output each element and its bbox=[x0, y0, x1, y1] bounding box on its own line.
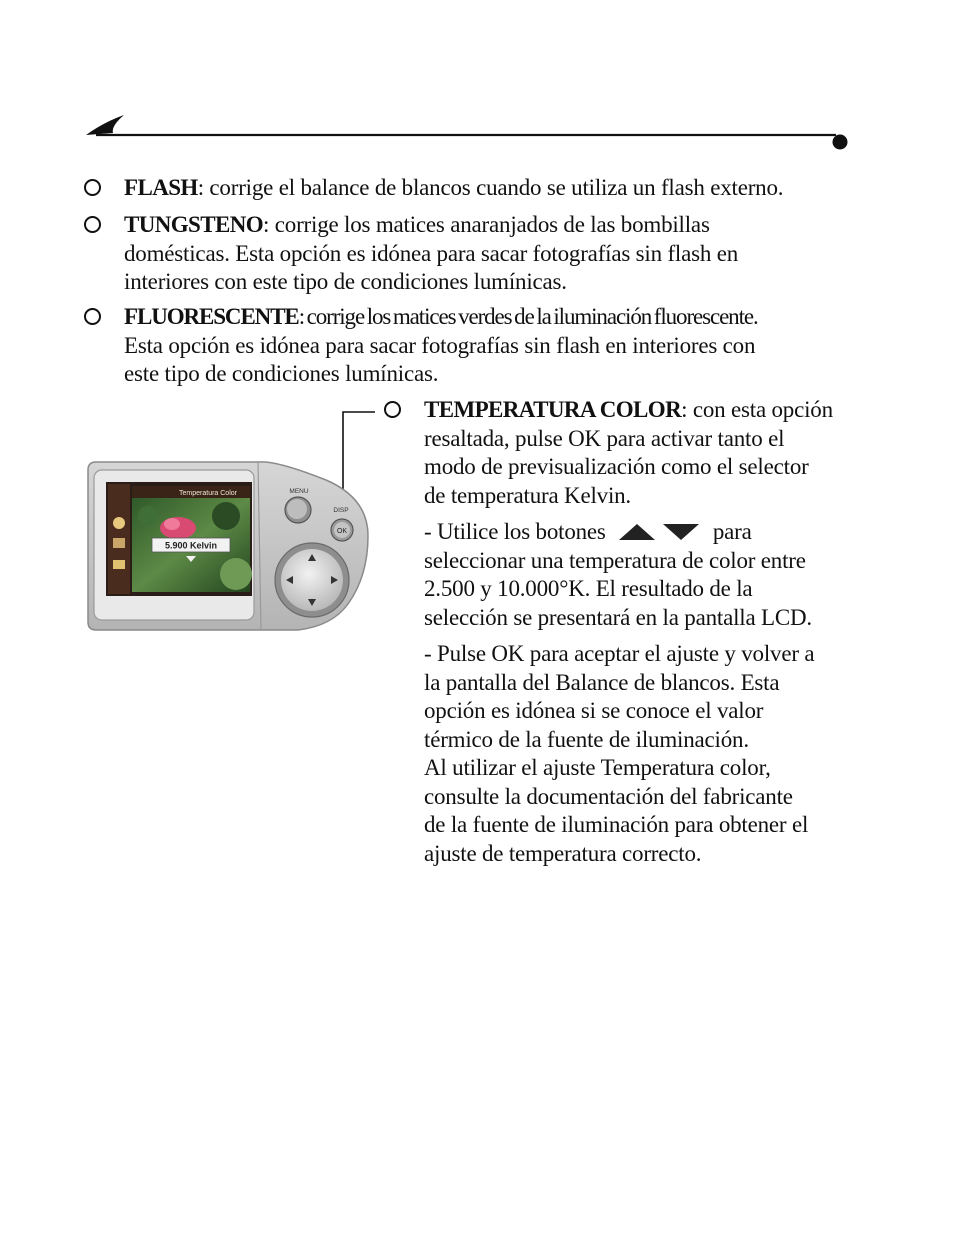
fluorescente-line-1: : corrige los matices verdes de la iluminación fluorescente. bbox=[298, 304, 758, 329]
list-item-tungsteno bbox=[124, 211, 824, 297]
tungsteno-line-2: domésticas. Esta opción es idónea para sacar fotografías sin flash en bbox=[124, 240, 739, 266]
temp-p3-line-5: Al utilizar el ajuste Temperatura color, bbox=[424, 755, 771, 780]
bullet-circle-icon bbox=[84, 179, 101, 196]
header-rule bbox=[0, 0, 954, 160]
bullet-circle-icon bbox=[84, 216, 101, 233]
tungsteno-line-3: interiores con este tipo de condiciones lumínicas. bbox=[124, 269, 567, 294]
temp-p3-line-4: térmico de la fuente de iluminación. bbox=[424, 726, 749, 752]
list-item-temperatura-color bbox=[424, 396, 854, 868]
tungsteno-line-1: : corrige los matices anaranjados de las bombillas bbox=[263, 212, 710, 237]
camera-illustration bbox=[86, 456, 372, 632]
temp-p2-before: - Utilice los botones bbox=[424, 519, 606, 544]
temp-line-4: de temperatura Kelvin. bbox=[424, 482, 631, 508]
lcd-title: Temperatura Color bbox=[179, 490, 237, 497]
lcd-menu-icon bbox=[113, 517, 125, 529]
flash-text: : corrige el balance de blancos cuando se utiliza un flash externo. bbox=[197, 175, 784, 200]
bullet-circle-icon bbox=[384, 401, 401, 418]
temp-p3-line-7: de la fuente de iluminación para obtener el bbox=[424, 812, 809, 837]
header-dot-icon bbox=[833, 135, 848, 150]
temp-line-3: modo de previsualización como el selector bbox=[424, 454, 809, 479]
menu-label: MENU bbox=[289, 488, 309, 495]
bullet-circle-icon bbox=[84, 308, 101, 325]
list-item-flash bbox=[124, 174, 854, 203]
temp-p3-line-3: opción es idónea si se conoce el valor bbox=[424, 698, 764, 723]
fluorescente-line-3: este tipo de condiciones lumínicas. bbox=[124, 361, 439, 386]
temp-line-1: : con esta opción bbox=[681, 397, 833, 422]
term-temperatura-color: TEMPERATURA COLOR bbox=[424, 397, 682, 422]
term-tungsteno: TUNGSTENO bbox=[124, 212, 264, 237]
disp-label: DISP bbox=[333, 507, 349, 514]
fluorescente-line-2: Esta opción es idónea para sacar fotografías sin flash en interiores con bbox=[124, 332, 756, 358]
temp-p3-line-8: ajuste de temperatura correcto. bbox=[424, 840, 702, 866]
temp-p2-line-1: seleccionar una temperatura de color entre bbox=[424, 547, 806, 573]
term-flash: FLASH bbox=[124, 175, 198, 200]
term-fluorescente: FLUORESCENTE bbox=[124, 304, 299, 329]
temp-p3-line-2: la pantalla del Balance de blancos. Esta bbox=[424, 669, 780, 695]
ok-label: OK bbox=[336, 528, 348, 535]
list-item-fluorescente bbox=[124, 303, 854, 389]
lcd-value: 5.900 Kelvin bbox=[164, 540, 218, 551]
lcd-menu-icon bbox=[113, 538, 125, 548]
temp-p2-after: para bbox=[712, 519, 752, 544]
temp-p2-line-3: selección se presentará en la pantalla LCD. bbox=[424, 604, 812, 630]
temp-line-2: resaltada, pulse OK para activar tanto el bbox=[424, 425, 785, 451]
temp-p3-line-6: consulte la documentación del fabricante bbox=[424, 783, 793, 809]
temp-p3-line-1: - Pulse OK para aceptar el ajuste y volver a bbox=[424, 641, 815, 666]
arrow-down-button-icon bbox=[663, 524, 699, 540]
lcd-menu-icon bbox=[113, 560, 125, 569]
arrow-up-button-icon bbox=[619, 524, 655, 540]
temp-p2-line-2: 2.500 y 10.000°K. El resultado de la bbox=[424, 576, 753, 601]
